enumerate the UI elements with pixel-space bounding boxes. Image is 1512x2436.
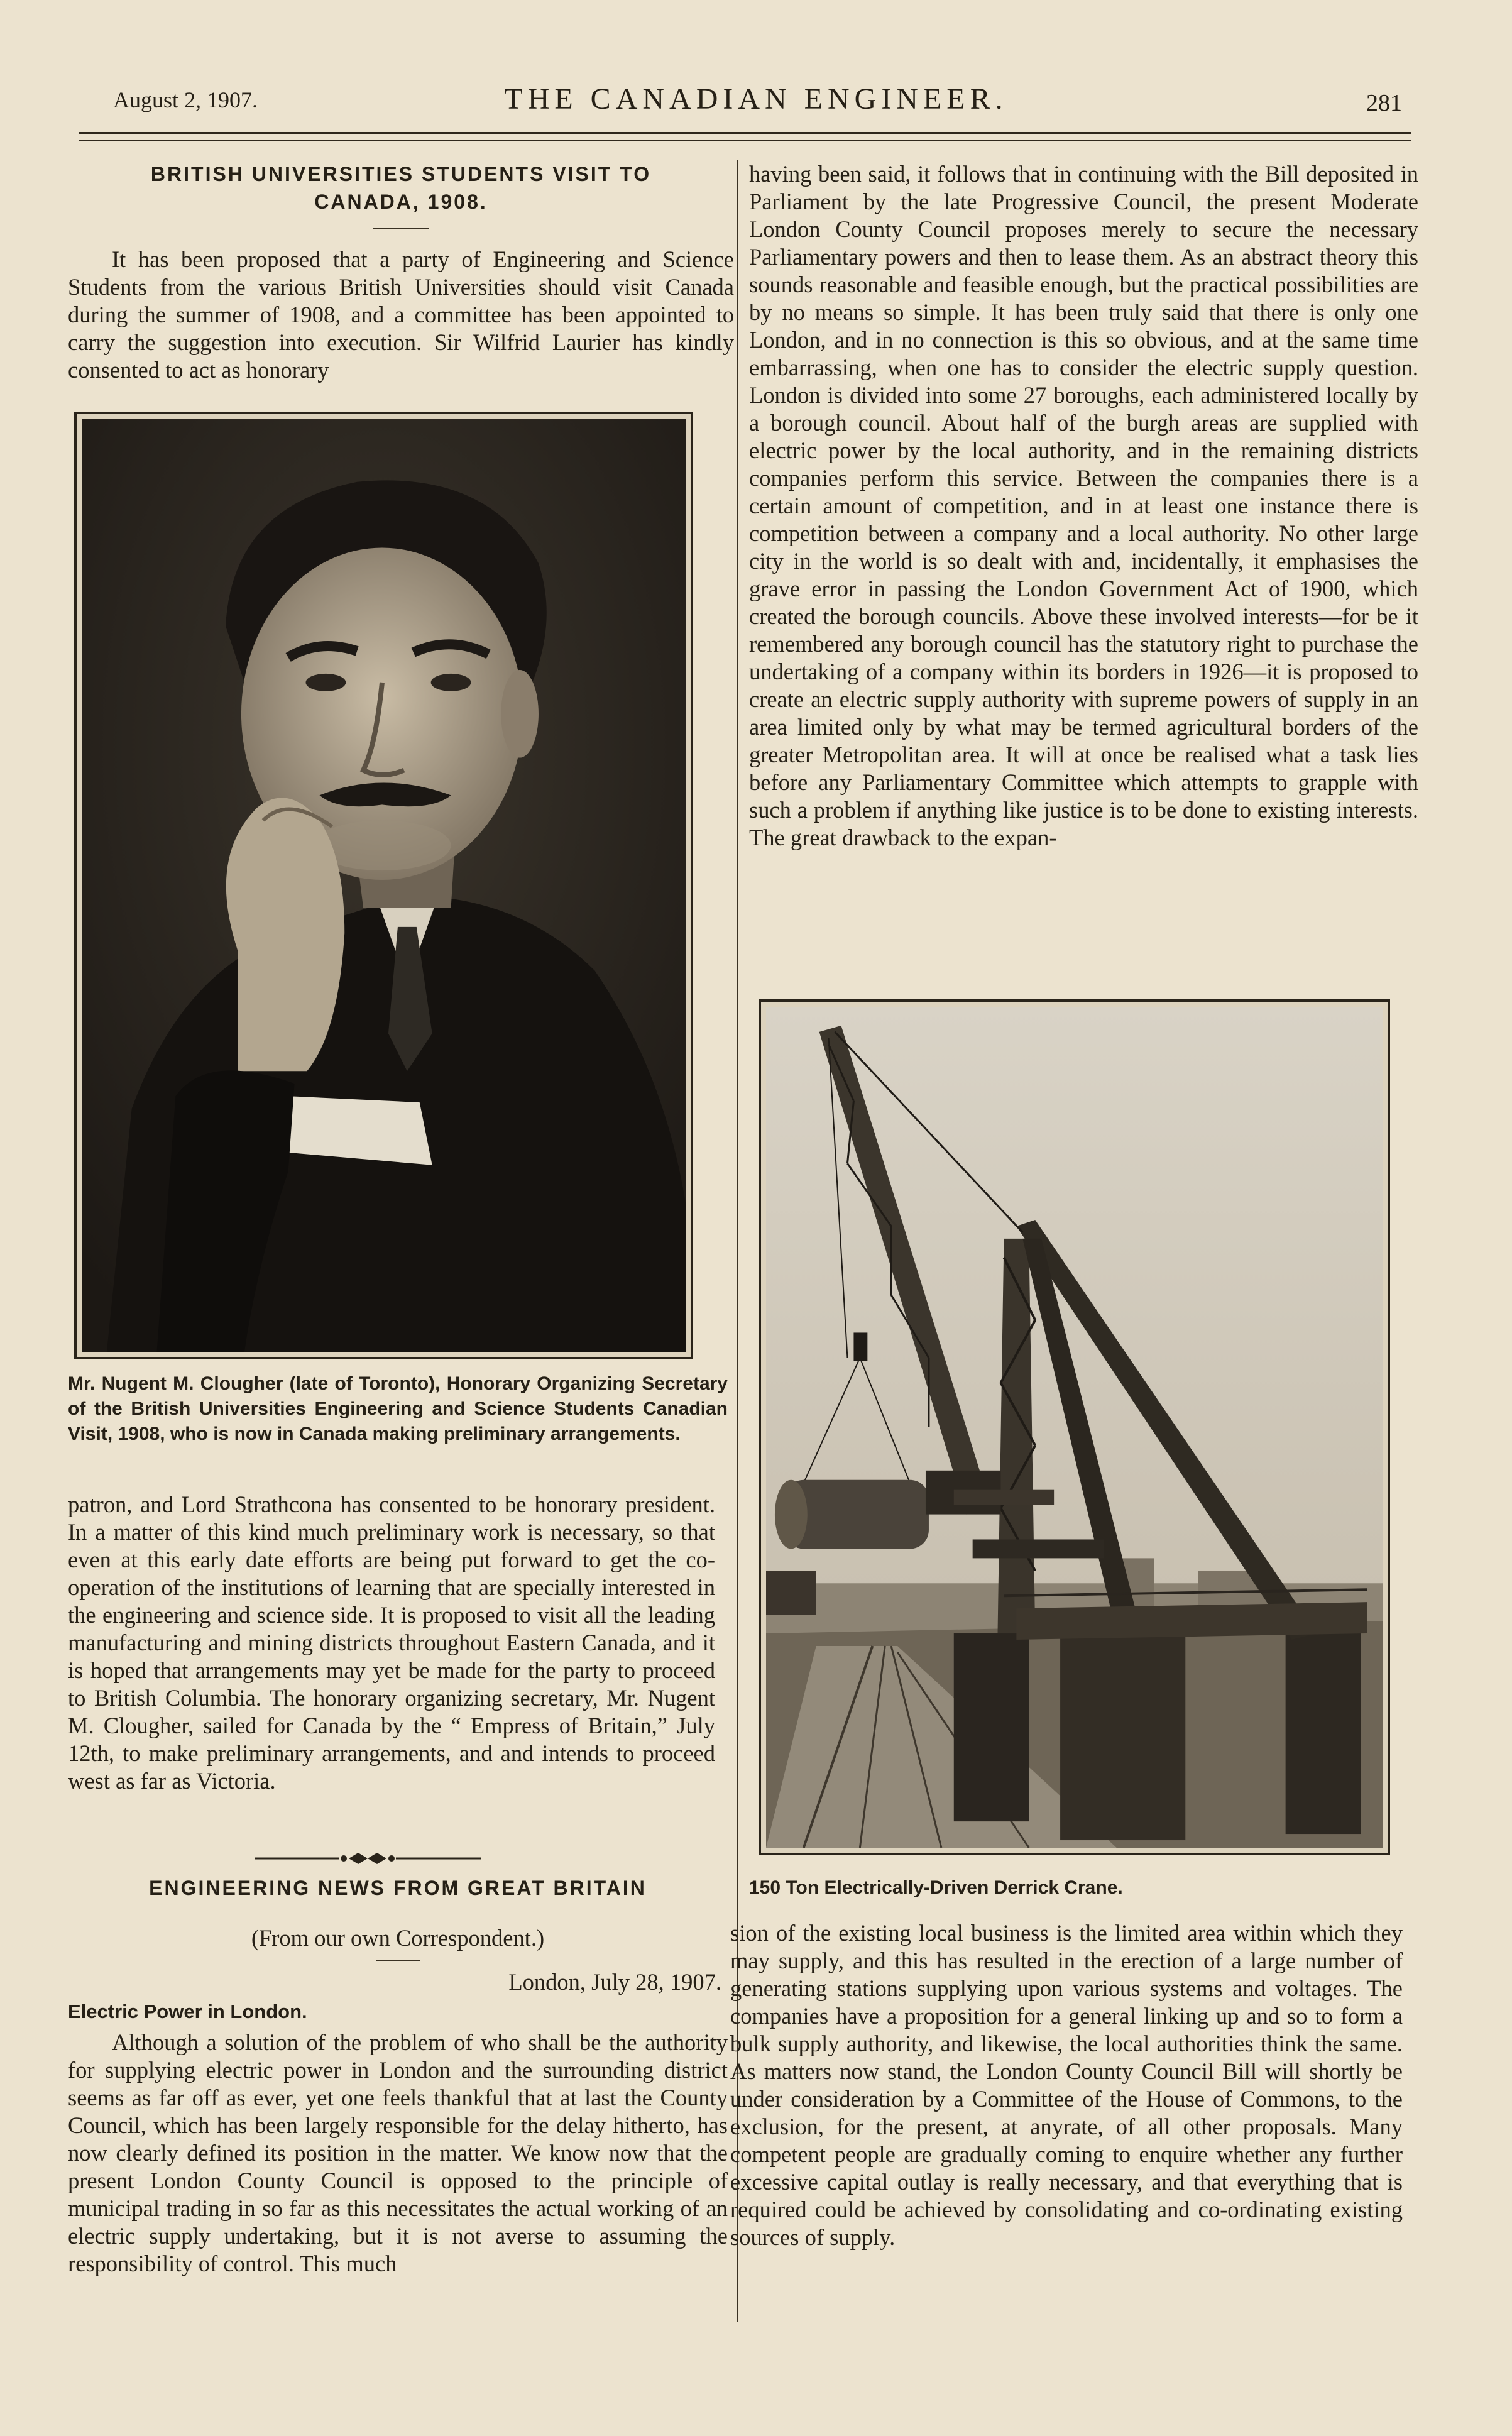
article1-paragraph-1: It has been proposed that a party of Engineering and Science Students from the various British Universities should visit Canada during the summer of 1908, and a committee has been appointed to carry the suggestion into execution. Sir Wilfrid Laurier has kindly consented to act as honorary (68, 246, 734, 383)
crane-image (766, 1007, 1383, 1848)
page-number: 281 (1366, 90, 1402, 116)
header-rule (79, 132, 1411, 141)
portrait-caption-block (68, 1371, 728, 1447)
issue-date: August 2, 1907. (113, 87, 258, 112)
portrait-caption: Mr. Nugent M. Clougher (late of Toronto), Honorary Organizing Secretary of the British Universities Engineering and Science Students Canadian Visit, 1908, who is now in Canada making preliminary arrangements. (68, 1373, 728, 1444)
portrait-image (82, 419, 686, 1352)
article1-paragraph-2: patron, and Lord Strathcona has consented to be honorary president. In a matter of this kind much preliminary work is necessary, so that even at this early date efforts are being put forward to get the co-operation of the institutions of learning that are specially interested in the engineering and science side. It is proposed to visit all the leading manufacturing and mining districts throughout Eastern Canada, and it is hoped that arrangements may yet be made for the party to proceed to British Columbia. The honorary organizing secretary, Mr. Nugent M. Clougher, sailed for Canada by the “ Empress of Britain,” July 12th, to make preliminary arrangements, and and intends to proceed west as far as Victoria. (68, 1491, 715, 1794)
article2-continued-top: having been said, it follows that in continuing with the Bill deposited in Parliament by the late Progressive Council, the present Moderate London County Council proposes merely to secure the necessary Parliamentary powers and then to lease them. As an abstract theory this sounds reasonable and feasible enough, but the practical possibilities are by no means so simple. It has been truly said that there is only one London, and in no connection is this so obvious, and at the same time embarrassing, when one has to consider the electric supply question. London is divided into some 27 boroughs, each administered locally by a borough council. About half of the burgh areas are supplied with electric power by the local authority, and in the remaining districts companies perform this service. Between the companies there is a certain amount of competition, and in at least one instance there is competition between a company and a local authority. No other large city in the world is so dealt with and, incidentally, it emphasises the grave error in passing the London Government Act of 1900, which created the borough councils. Above these involved interests—for be it remembered any borough council has the statutory right to purchase the undertaking of a company within its borders in 1926—it is proposed to create an electric supply authority with supreme powers of supply in an area limited only by what may be termed agricultural borders of the greater Metropolitan area. It will at once be realised what a task lies before any Parliamentary Committee which attempts to grapple with such a problem if anything like justice is to be done to existing interests. The great drawback to the expan- (749, 161, 1418, 850)
article1-continued (68, 1491, 715, 1795)
article2-dateline: London, July 28, 1907. (508, 1969, 721, 1995)
article2-left (68, 1874, 728, 2278)
portrait-photo (74, 412, 693, 1359)
article2-subheading: Electric Power in London. (68, 2000, 307, 2022)
crane-caption: 150 Ton Electrically-Driven Derrick Crane. (749, 1877, 1123, 1898)
publication-title: THE CANADIAN ENGINEER. (504, 82, 1008, 116)
article2-byline: (From our own Correspondent.) (251, 1925, 545, 1951)
byline-rule (376, 1960, 420, 1961)
heading-rule (373, 228, 429, 229)
page-header (0, 82, 1512, 132)
article1-heading-line2: CANADA, 1908. (314, 190, 488, 213)
crane-caption-block (749, 1875, 1418, 1901)
article2-right-bottom (730, 1919, 1403, 2251)
article1-intro (68, 160, 734, 384)
article2-continued-bottom: sion of the existing local business is the limited area within which they may supply, and this has resulted in the erection of a large number of generating stations supplying upon various systems and voltages. The companies have a proposition for a general linking up and so to form a bulk supply authority, and likewise, the local authorities think the same. As matters now stand, the London County Council Bill will shortly be under consideration by a Committee of the House of Commons, to the exclusion, for the present, at anyrate, of all other proposals. Many competent people are gradually coming to enquire whether any further excessive capital outlay is really necessary, and that everything that is required could be achieved by consolidating and co-ordinating existing sources of supply. (730, 1920, 1403, 2250)
section-ornament (255, 1849, 481, 1868)
article2-right-top (749, 160, 1418, 852)
article2-paragraph-1: Although a solution of the problem of who shall be the authority for supplying electric power in London and the surrounding district seems as far off as ever, yet one feels thankful that at last the County Council, which has been largely responsible for the delay hitherto, has now clearly defined its position in the matter. We know now that the present London County Council is opposed to the principle of municipal trading in so far as this necessitates the actual working of an electric supply undertaking, but it is not averse to assuming the responsibility of control. This much (68, 2029, 728, 2276)
article1-heading-line1: BRITISH UNIVERSITIES STUDENTS VISIT TO (150, 163, 652, 185)
crane-photo (759, 999, 1390, 1855)
article2-heading: ENGINEERING NEWS FROM GREAT BRITAIN (149, 1877, 647, 1899)
